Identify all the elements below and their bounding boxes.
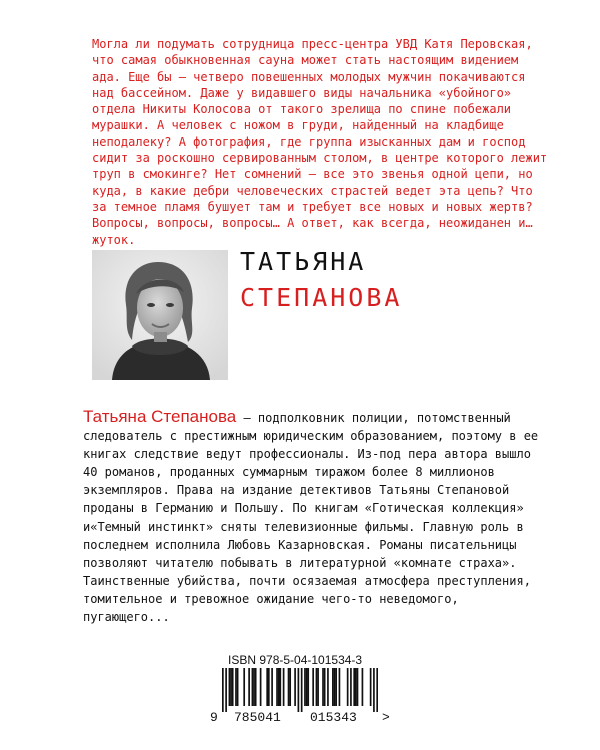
barcode-bar: [307, 668, 309, 706]
bio-line: пугающего...: [83, 610, 170, 625]
barcode-bar: [301, 668, 303, 712]
barcode-bar: [324, 668, 326, 706]
barcode-bar: [289, 668, 291, 706]
bio-line: книгах следствие ведут профессионалы. Из-под пера автора вышло: [83, 447, 531, 462]
barcode-bar: [294, 668, 296, 706]
blurb-line: что самая обыкновенная сауна может стать настоящим видением: [92, 53, 519, 68]
barcode-bar: [243, 668, 245, 706]
barcode-bar: [316, 668, 318, 706]
blurb-line: жуток.: [92, 232, 136, 247]
barcode-bar: [283, 668, 285, 706]
barcode-bar: [350, 668, 352, 706]
blurb-line: неподалеку? А фотография, где группа изысканных дам и господ: [92, 134, 526, 149]
barcode-bar: [370, 668, 372, 706]
bio-line: позволяют читателю побывать в литературной «комнате страха».: [83, 555, 517, 570]
barcode-digits: [0, 710, 600, 728]
barcode-bar: [278, 668, 280, 706]
isbn-label: ISBN 978-5-04-101534-3: [228, 653, 363, 667]
barcode-bar: [271, 668, 273, 706]
barcode-bar: [225, 668, 227, 712]
barcode-bar: [276, 668, 278, 706]
barcode-bar: [362, 668, 364, 706]
barcode-bar: [266, 668, 268, 706]
barcode-digit-end: >: [382, 710, 390, 725]
barcode-bar: [279, 668, 281, 706]
blurb-text: [92, 36, 548, 248]
barcode-bar: [268, 668, 270, 706]
bio-line: экземпляров. Права на издание детективов Татьяны Степановой: [83, 483, 510, 498]
blurb-line: Вопросы, вопросы, вопросы… А ответ, как всегда, неожиданен и…: [92, 216, 533, 231]
barcode-icon: [222, 668, 378, 712]
barcode-bar: [252, 668, 254, 706]
barcode-bar: [322, 668, 324, 706]
bio-line: последнем исполнила Любовь Казарновская. Романы писательницы: [83, 537, 517, 552]
barcode-bar: [317, 668, 319, 706]
barcode-bar: [232, 668, 234, 706]
barcode-bar: [298, 668, 300, 712]
bio-author-name: Татьяна Степанова: [83, 407, 237, 426]
blurb-line: мурашки. А человек с ножом в груди, найденный на кладбище: [92, 118, 504, 133]
bio-line: томительное и тревожное ожидание чего-то неведомого,: [83, 591, 459, 606]
blurb-line: за темное пламя бушует там и требует все новых и новых жертв?: [92, 199, 533, 214]
author-portrait-icon: [92, 250, 228, 380]
barcode-bar: [357, 668, 359, 706]
blurb-line: над бассейном. Даже у видавшего виды начальника «убойного»: [92, 85, 512, 100]
bio-first-line: [83, 408, 523, 427]
barcode-bar: [376, 668, 378, 712]
blurb-line: сидит за роскошно сервированным столом, в центре которого лежит: [92, 151, 548, 166]
barcode-bar: [353, 668, 355, 706]
barcode-bar: [312, 668, 314, 706]
barcode-digits-right: 015343: [310, 710, 357, 725]
barcode-bar: [253, 668, 255, 706]
barcode-bar: [327, 668, 329, 706]
bio-line: следователь с престижным юридическим образованием, поэтому в ее: [83, 429, 539, 444]
bio-line: Таинственные убийства, почти осязаемая атмосфера преступления,: [83, 573, 531, 588]
blurb-line: отдела Никиты Колосова от такого зрелища по спине побежали: [92, 102, 512, 117]
barcode-bar: [306, 668, 308, 706]
bio-line: и«Темный инстинкт» сняты телевизионные фильмы. Главную роль в: [83, 519, 524, 534]
author-bio: [83, 407, 539, 626]
barcode-bar: [229, 668, 231, 706]
barcode-bar: [335, 668, 337, 706]
barcode-bar: [288, 668, 290, 706]
barcode-bar: [304, 668, 306, 706]
barcode-digits-left: 785041: [234, 710, 281, 725]
barcode-bar: [230, 668, 232, 706]
blurb-line: Могла ли подумать сотрудница пресс-центра УВД Катя Перовская,: [92, 37, 533, 51]
barcode-bar: [235, 668, 237, 706]
barcode-bar: [260, 668, 262, 706]
author-first-name: ТАТЬЯНА: [240, 247, 367, 276]
author-photo: [92, 250, 228, 380]
barcode-bar: [255, 668, 257, 706]
bio-line: проданы в Германию и Польшу. По книгам «Готическая коллекция»: [83, 501, 524, 516]
blurb-line: труп в смокинге? Нет сомнений – все это звенья одной цепи, но: [92, 167, 533, 182]
barcode-digit-first: 9: [210, 710, 218, 725]
barcode-bar: [222, 668, 224, 712]
barcode-bar: [373, 668, 375, 712]
bio-first-line-rest: – подполковник полиции, потомственный: [236, 411, 511, 425]
barcode-bar: [334, 668, 336, 706]
blurb-line: ада. Еще бы – четверо повешенных молодых мужчин покачиваются: [92, 69, 526, 84]
bio-line: 40 романов, проданных суммарным тиражом более 8 миллионов: [83, 465, 495, 480]
barcode-bar: [332, 668, 334, 706]
barcode-bar: [347, 668, 349, 706]
author-last-name: СТЕПАНОВА: [240, 283, 403, 312]
barcode-bar: [355, 668, 357, 706]
blurb-line: куда, в какие дебри человеческих страстей ведет эта цепь? Что: [92, 183, 533, 198]
barcode-bar: [339, 668, 341, 706]
barcode-bar: [237, 668, 239, 706]
barcode-bar: [248, 668, 250, 706]
